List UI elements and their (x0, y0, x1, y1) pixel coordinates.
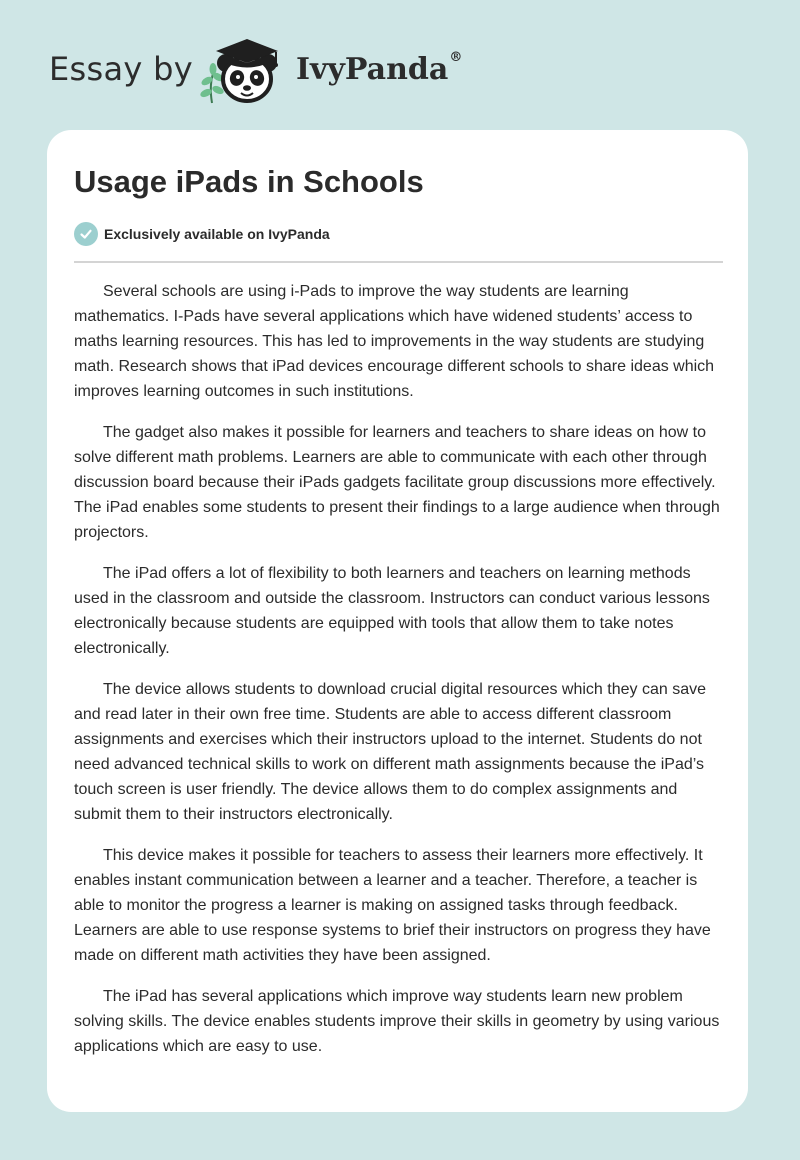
title-divider (74, 261, 723, 263)
page-title: Usage iPads in Schools (74, 164, 424, 199)
essay-body (74, 279, 726, 1075)
paragraph: This device makes it possible for teachers to assess their learners more effectively. It enables instant communication between a learner and a teacher. Therefore, a teacher is able to monitor the progress a learner is making on assigned tasks through feedback. Learners are able to use response systems to brief their instructors on progress they have made on different math activities they have been assigned. (74, 847, 711, 964)
paragraph: The gadget also makes it possible for learners and teachers to share ideas on how to solve different math problems. Learners are able to communicate with each other through discussion board because their iPads gadgets facilitate group discussions more effectively. The iPad enables some students to present their findings to a large audience when through projectors. (74, 424, 720, 541)
essay-card (47, 130, 748, 1112)
exclusive-badge (74, 222, 330, 246)
paragraph: The device allows students to download crucial digital resources which they can save and read later in their own free time. Students are able to access different classroom assignments and exercises which their instructors upload to the internet. Students do not need advanced technical skills to work on different math assignments because the iPad’s touch screen is user friendly. The device allows them to do complex assignments and submit them to their instructors electronically. (74, 681, 706, 823)
paragraph: Several schools are using i-Pads to improve the way students are learning mathematics. I-Pads have several applications which have widened students’ access to maths learning resources. This has led to improvements in the way students are studying math. Research shows that iPad devices encourage different schools to share ideas which improves learning outcomes in such institutions. (74, 283, 715, 400)
ivypanda-brand[interactable] (296, 52, 462, 87)
check-circle-icon (74, 222, 98, 246)
panda-graduate-icon[interactable] (198, 33, 294, 109)
paragraph: The iPad has several applications which improve way students learn new problem solving skills. The device enables students improve their skills in geometry by using various applications which are easy to use. (74, 988, 720, 1055)
exclusive-badge-label: Exclusively available on IvyPanda (104, 226, 330, 242)
paragraph: The iPad offers a lot of flexibility to both learners and teachers on learning methods used in the classroom and outside the classroom. Instructors can conduct various lessons electronically because students are equipped with tools that allow them to take notes electronically. (74, 565, 710, 657)
site-header (0, 0, 800, 130)
brand-name-text: IvyPanda (296, 52, 449, 87)
essay-by-label: Essay by (49, 50, 193, 88)
registered-mark: ® (449, 50, 463, 65)
